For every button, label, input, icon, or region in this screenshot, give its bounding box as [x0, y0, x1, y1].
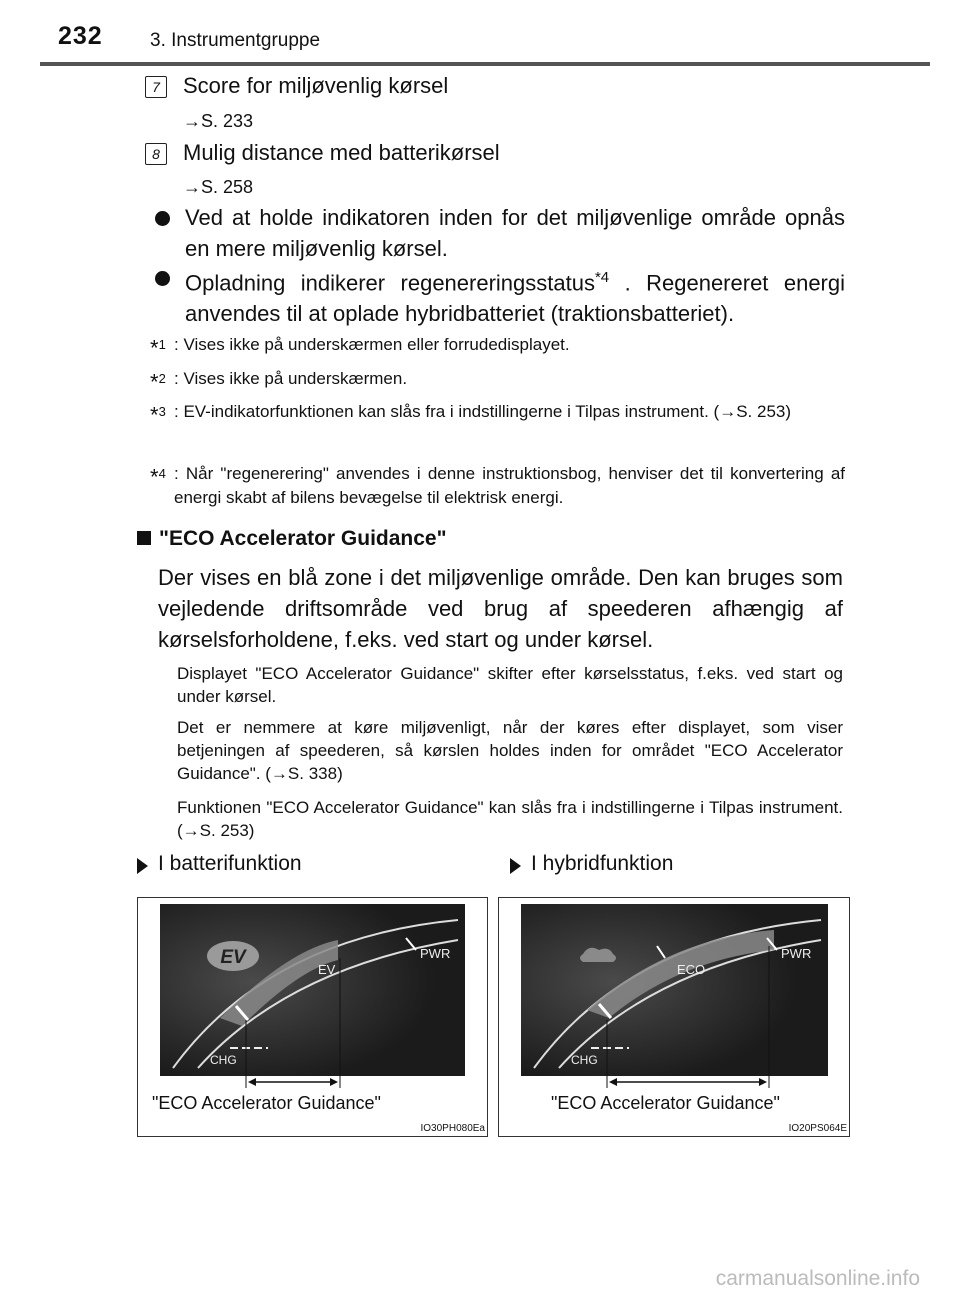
gauge-chg-label: CHG	[571, 1053, 598, 1067]
gauge-ev-label: EV	[318, 962, 336, 977]
item-8-title: Mulig distance med batterikørsel	[183, 140, 500, 165]
item-8-ref: →S. 258	[183, 177, 254, 197]
watermark: carmanualsonline.info	[715, 1267, 920, 1290]
gauge-pwr-label: PWR	[781, 946, 812, 961]
figure-caption: "ECO Accelerator Guidance"	[551, 1093, 780, 1113]
arrow-right-icon	[330, 1078, 338, 1086]
header-rule	[40, 62, 930, 66]
arrow-left-icon	[248, 1078, 256, 1086]
page-number: 232	[58, 22, 103, 50]
triangle-icon	[510, 858, 521, 874]
intro-paragraph: Der vises en blå zone i det miljøvenlige område. Den kan bruges som vejledende driftsområde ved brug af speederen afhængig af kørselsforholdene, f.eks. ved start og under kørsel.	[158, 565, 843, 652]
bullet-dot-icon	[155, 211, 170, 226]
figure-battery-mode	[137, 897, 488, 1137]
footnote-mark: *$^3$	[150, 402, 166, 428]
note-2: Det er nemmere at køre miljøvenligt, når der køres efter displayet, som viser betjeningen af speederen, så kørslen holdes inden for området "ECO Accelerator Guidance". (→S. 338)	[177, 718, 843, 783]
triangle-icon	[137, 858, 148, 874]
figure-label-battery: I batterifunktion	[158, 852, 302, 875]
gauge-chg-label: CHG	[210, 1053, 237, 1067]
number-7-icon: 7	[145, 76, 167, 98]
footnote-mark: *$^1$	[150, 335, 166, 361]
footnote-1: *$^1$ : Vises ikke på underskærmen eller forrudedisplayet.	[150, 335, 570, 361]
bullet-text: Opladning indikerer regenereringsstatus$^{*4}$ . Regenereret energi anvendes til at oplade hybridbatteriet (traktionsbatteriet).	[185, 269, 845, 327]
footnote-3: *$^3$ : EV-indikatorfunktionen kan slås fra i indstillingerne i Tilpas instrument. (→S. 253)	[150, 402, 792, 428]
figure-hybrid-mode	[498, 897, 850, 1137]
note-3: Funktionen "ECO Accelerator Guidance" kan slås fra i indstillingerne i Tilpas instrument. (→S. 253)	[177, 798, 843, 840]
gauge-eco-label: ECO	[677, 962, 706, 977]
heading-square-icon	[137, 531, 151, 545]
note-1: Displayet "ECO Accelerator Guidance" skifter efter kørselsstatus, f.eks. ved start og under kørsel.	[177, 664, 843, 706]
figure-code: IO20PS064E	[788, 1123, 847, 1134]
footnote-2: *$^2$ : Vises ikke på underskærmen.	[150, 369, 408, 395]
gauge-pwr-label: PWR	[420, 946, 451, 961]
number-8-icon: 8	[145, 143, 167, 165]
display-background	[160, 904, 465, 1076]
figure-label-hybrid: I hybridfunktion	[531, 852, 674, 875]
bullet-eco-zone	[155, 202, 845, 264]
figure-code: IO30PH080Ea	[420, 1123, 485, 1134]
arrow-left-icon	[609, 1078, 617, 1086]
bullet-text: Ved at holde indikatoren inden for det miljøvenlige område opnås en mere miljøvenlig kørsel.	[185, 205, 845, 261]
item-7-ref: →S. 233	[183, 111, 254, 131]
display-background	[521, 904, 828, 1076]
figure-caption: "ECO Accelerator Guidance"	[152, 1093, 381, 1113]
footnote-mark: *$^2$	[150, 369, 166, 395]
arrow-right-icon	[759, 1078, 767, 1086]
footnote-4: *$^4$ : Når "regenerering" anvendes i denne instruktionsbog, henviser det til konvertering af energi skabt af bilens bevægelse til elektrisk energi.	[150, 464, 845, 507]
section-title: 3. Instrumentgruppe	[150, 30, 321, 51]
bullet-dot-icon	[155, 271, 170, 286]
ev-badge-text: EV	[220, 947, 246, 968]
item-7-title: Score for miljøvenlig kørsel	[183, 73, 449, 98]
bullet-charging	[155, 262, 845, 329]
footnote-mark: *$^4$	[150, 464, 166, 490]
section-heading: "ECO Accelerator Guidance"	[137, 527, 447, 551]
